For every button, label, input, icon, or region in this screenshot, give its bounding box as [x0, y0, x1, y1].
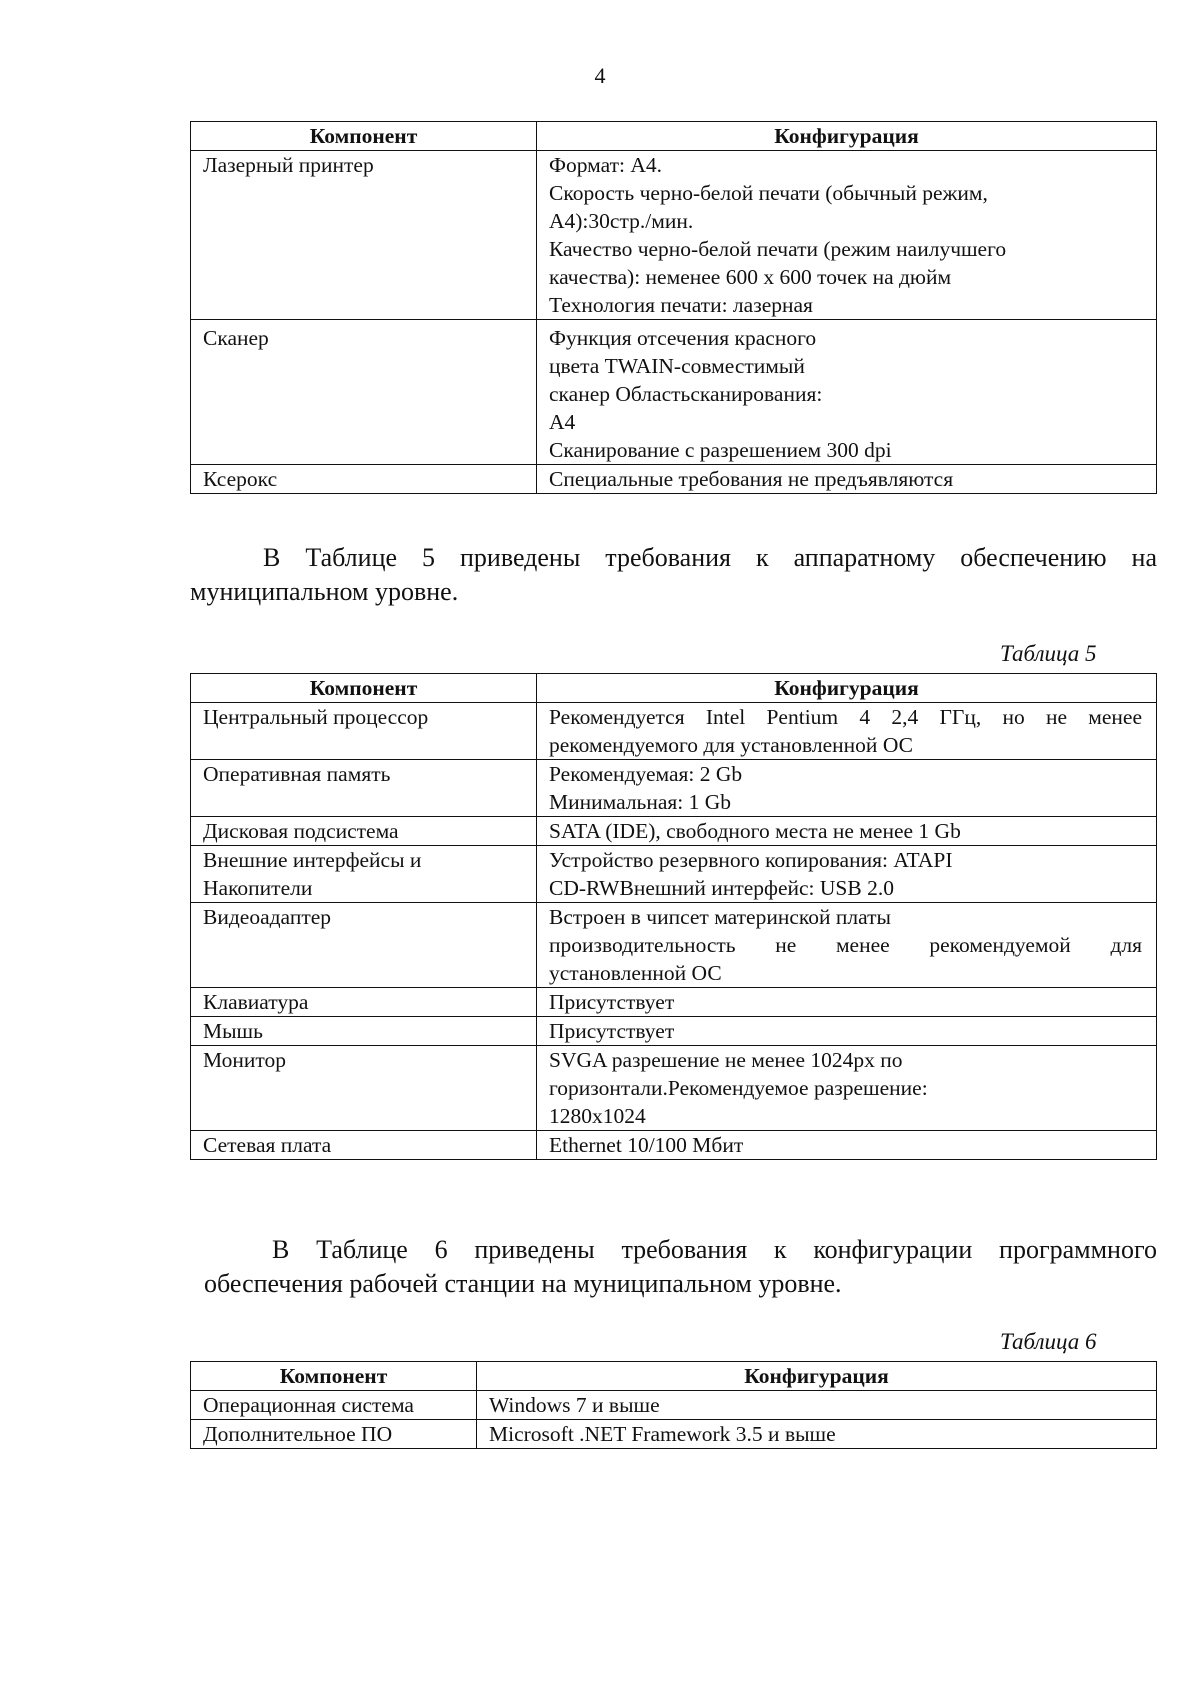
table-header-row [191, 122, 1157, 151]
table-header-row [191, 1362, 1157, 1391]
row-component-scanner: Сканер [191, 320, 537, 465]
column-header-configuration: Конфигурация [537, 122, 1157, 151]
config-line: Присутствует [549, 990, 675, 1014]
config-line: SVGA разрешение не менее 1024px по [549, 1048, 903, 1072]
paragraph-table5-intro [190, 541, 1157, 609]
config-line: Качество черно-белой печати (режим наилучшего [549, 237, 1007, 261]
config-line: рекомендуемого для установленной ОС [549, 733, 913, 757]
table-row [191, 1420, 1157, 1449]
config-line: Специальные требования не предъявляются [549, 467, 954, 491]
row-component-os: Операционная система [191, 1391, 477, 1420]
component-line: Оперативная память [203, 762, 391, 786]
row-component-extra-software: Дополнительное ПО [191, 1420, 477, 1449]
paragraph-line: В Таблице 5 приведены требования к аппаратному обеспечению на [263, 543, 1157, 572]
config-line: производительность не менее рекомендуемой для [549, 933, 1142, 957]
row-config-scanner [537, 320, 1157, 465]
component-line: Внешние интерфейсы и [203, 848, 422, 872]
table-row [191, 760, 1157, 817]
row-config-disk [537, 817, 1157, 846]
row-config-monitor [537, 1046, 1157, 1131]
table-row [191, 903, 1157, 988]
page-number: 4 [594, 63, 606, 88]
config-line: цвета TWAIN-совместимый [549, 354, 805, 378]
table5-caption: Таблица 5 [1000, 641, 1097, 666]
config-line: Присутствует [549, 1019, 675, 1043]
row-config-interfaces [537, 846, 1157, 903]
row-config-laser-printer [537, 151, 1157, 320]
row-component-monitor [191, 1046, 537, 1131]
column-header-configuration: Конфигурация [477, 1362, 1157, 1391]
component-line: Клавиатура [203, 990, 309, 1014]
table-row [191, 1017, 1157, 1046]
config-line: Функция отсечения красного [549, 326, 817, 350]
component-line: Видеоадаптер [203, 905, 332, 929]
component-line: Монитор [203, 1048, 286, 1072]
config-line: Технология печати: лазерная [549, 293, 813, 317]
paragraph-line: муниципальном уровне. [190, 577, 459, 606]
config-line: SATA (IDE), свободного места не менее 1 Gb [549, 819, 961, 843]
component-line: Дисковая подсистема [203, 819, 399, 843]
config-line: сканер Областьсканирования: [549, 382, 823, 406]
table-row [191, 465, 1157, 494]
config-line: установленной ОС [549, 961, 722, 985]
row-component-video [191, 903, 537, 988]
config-line: Устройство резервного копирования: ATAPI [549, 848, 953, 872]
config-line: Рекомендуемая: 2 Gb [549, 762, 743, 786]
table-printer-scanner-config [190, 121, 1157, 494]
paragraph-table6-intro [204, 1233, 1157, 1301]
table-row [191, 320, 1157, 465]
row-config-os: Windows 7 и выше [477, 1391, 1157, 1420]
table-row [191, 1046, 1157, 1131]
config-line: Скорость черно-белой печати (обычный режим, [549, 181, 988, 205]
column-header-component: Компонент [191, 674, 537, 703]
table-row [191, 817, 1157, 846]
table-row [191, 703, 1157, 760]
row-component-interfaces [191, 846, 537, 903]
column-header-component: Компонент [191, 1362, 477, 1391]
config-line: Встроен в чипсет материнской платы [549, 905, 891, 929]
table-row [191, 151, 1157, 320]
row-config-mouse [537, 1017, 1157, 1046]
config-line: А4 [549, 410, 576, 434]
table6-caption: Таблица 6 [1000, 1329, 1097, 1354]
component-line: Сетевая плата [203, 1133, 332, 1157]
row-config-cpu [537, 703, 1157, 760]
config-line: 1280x1024 [549, 1104, 646, 1128]
component-line: Центральный процессор [203, 705, 429, 729]
column-header-component: Компонент [191, 122, 537, 151]
row-component-copier: Ксерокс [191, 465, 537, 494]
config-line: горизонтали.Рекомендуемое разрешение: [549, 1076, 928, 1100]
row-component-disk [191, 817, 537, 846]
row-config-extra-software: Microsoft .NET Framework 3.5 и выше [477, 1420, 1157, 1449]
paragraph-line: В Таблице 6 приведены требования к конфигурации программного [272, 1235, 1157, 1264]
row-config-network [537, 1131, 1157, 1160]
row-component-mouse [191, 1017, 537, 1046]
column-header-configuration: Конфигурация [537, 674, 1157, 703]
table-hardware-requirements [190, 673, 1157, 1160]
row-component-cpu [191, 703, 537, 760]
config-line: Рекомендуется Intel Pentium 4 2,4 ГГц, но не менее [549, 705, 1142, 729]
component-line: Мышь [203, 1019, 263, 1043]
row-component-network [191, 1131, 537, 1160]
row-component-laser-printer: Лазерный принтер [191, 151, 537, 320]
config-line: качества): неменее 600 х 600 точек на дюйм [549, 265, 952, 289]
table-row [191, 1391, 1157, 1420]
config-line: CD-RWВнешний интерфейс: USB 2.0 [549, 876, 894, 900]
table-header-row [191, 674, 1157, 703]
table-row [191, 846, 1157, 903]
config-line: Минимальная: 1 Gb [549, 790, 732, 814]
config-line: Сканирование с разрешением 300 dpi [549, 438, 892, 462]
config-line: Ethernet 10/100 Мбит [549, 1133, 744, 1157]
row-component-ram [191, 760, 537, 817]
config-line: А4):30стр./мин. [549, 209, 694, 233]
table-row [191, 988, 1157, 1017]
paragraph-line: обеспечения рабочей станции на муниципальном уровне. [204, 1269, 842, 1298]
row-config-copier [537, 465, 1157, 494]
row-config-keyboard [537, 988, 1157, 1017]
row-config-ram [537, 760, 1157, 817]
table-row [191, 1131, 1157, 1160]
component-line: Накопители [203, 876, 313, 900]
row-config-video [537, 903, 1157, 988]
table-software-requirements [190, 1361, 1157, 1449]
config-line: Формат: А4. [549, 153, 663, 177]
row-component-keyboard [191, 988, 537, 1017]
